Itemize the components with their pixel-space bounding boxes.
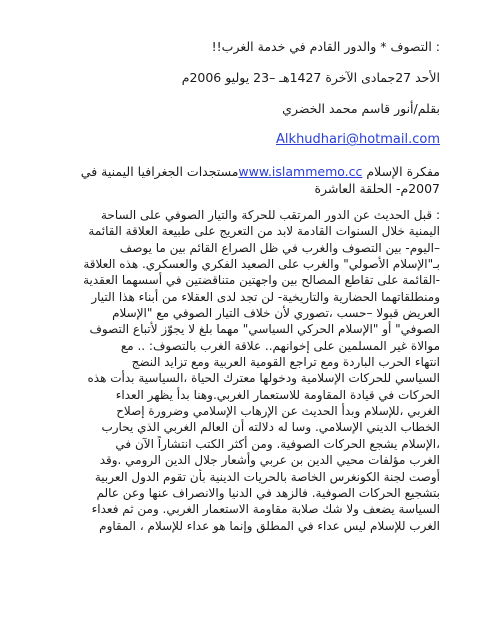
author-line: بقلم/أنور قاسم محمد الخضري	[282, 101, 440, 116]
source-website-link[interactable]: www.islammemo.cc	[238, 164, 363, 179]
body-line: –اليوم- بين التصوف والغرب في ظل الصراع القائم بين ما يوصف	[119, 240, 440, 255]
body-line: انتهاء الحرب الباردة ومع تراجع القومية العربية ومع تزايد النضج	[131, 355, 440, 370]
body-line: العريض قبولا –حسب ،تصوري لأن خلاف التيار الصوفي مع "الإسلام	[112, 306, 440, 321]
body-line: الغرب للإسلام ليس عداء في المطلق وإنما هو عداء للإسلام ، المقاوم	[99, 518, 440, 533]
body-line: الغرب مؤلفات محيي الدين بن عربي وأشعار جلال الدين الرومي .وقد	[99, 453, 440, 468]
body-line: بـ"الإسلام الأصولي" والغرب على الصعيد الفكري والعسكري. هذه العلاقة	[83, 257, 440, 272]
body-line: السياسة يضعف ولا شك صلابة مقاومة الاستعمار الغربي. ومن ثم فعداء	[91, 502, 440, 517]
body-line: ،الإسلام يشجع الحركات الصوفية. ومن أكثر الكتب انتشاراً الآن في	[115, 436, 440, 451]
article-body	[40, 207, 440, 534]
body-line: الصوفي" أو "الإسلام الحركي السياسي" مهما بلغ لا يجوّز لأتباع التصوف	[89, 322, 440, 337]
body-line: : قبل الحديث عن الدور المرتقب للحركة والتيار الصوفي على الساحة	[101, 208, 440, 222]
body-line: الخطاب الديني الإسلامي. وسا له دلالته أن العالم الغربي الذي يحارب	[101, 420, 440, 435]
source-line	[40, 163, 440, 197]
publish-date: الأحد 27جمادى الآخرة 1427هـ –23 يوليو 2006م	[181, 70, 440, 85]
body-line: موالاة غير المسلمين على إخوانهم.. علاقة الغرب بالتصوف: .. مع	[120, 338, 440, 353]
body-line: أوصت لجنة الكونغرس الخاصة بالحريات الدينية بأن تقوم الدول العربية	[94, 469, 440, 484]
body-line: -القائمة على تقاطع المصالح بين واجهتين متناقضتين في أسسهما العقدية	[83, 273, 440, 288]
body-line: الغربي ،للإسلام وبدأ الحديث عن الإرهاب الإسلامي وضرورة إصلاح	[116, 404, 440, 419]
body-line: اليمنية خلال السنوات القادمة لابد من التعريج على طبيعة العلاقة القائمة	[88, 224, 440, 239]
body-line: الحركات في قيادة المقاومة للاستعمار الغربي.وهنا بدأ يظهر العداء	[115, 387, 440, 402]
source-prefix: مفكرة الإسلام	[362, 164, 440, 179]
body-line: بتشجيع الحركات الصوفية. فالزهد في الدنيا والانصراف عنها وعن عالم	[96, 485, 440, 500]
body-line: ومنطلقاتهما الحضارية والتاريخية- لن تجد لدى العقلاء من أبناء هذا التيار	[91, 289, 440, 304]
author-email-link[interactable]: Alkhudhari@hotmail.com	[276, 132, 440, 147]
source-suffix: مستجدات الجغرافيا اليمنية في 2007م- الحلقة العاشرة	[80, 164, 440, 196]
article-title: : التصوف * والدور القادم في خدمة الغرب!!	[211, 39, 440, 54]
body-line: السياسي للحركات الإسلامية ودخولها معترك الحياة ،السياسية بدأت هذه	[87, 371, 440, 386]
